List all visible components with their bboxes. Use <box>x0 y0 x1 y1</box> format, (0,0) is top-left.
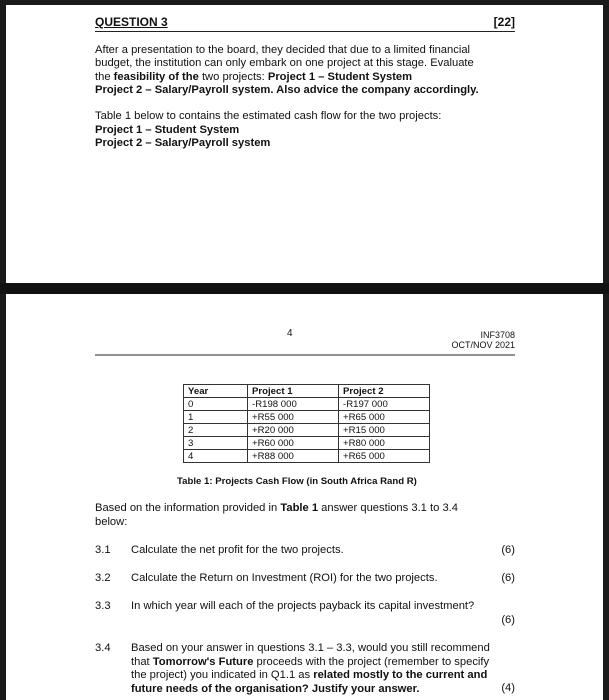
exam-page-4 <box>95 328 515 695</box>
page-number: 4 <box>287 328 293 339</box>
question-text: In which year will each of the projects payback its capital investment? <box>131 600 475 612</box>
exam-date: OCT/NOV 2021 <box>451 340 515 350</box>
page-header <box>95 328 515 354</box>
text-line: future needs of the organisation? Justify your answer. <box>131 682 420 695</box>
question-number: 3.3 <box>95 600 111 612</box>
course-info <box>451 330 515 350</box>
exam-page-question-3 <box>95 16 515 151</box>
table-row <box>184 450 430 463</box>
table-row <box>184 424 430 437</box>
table-cell: +R20 000 <box>248 424 339 437</box>
text-line: Based on your answer in questions 3.1 – 3.3, would you still recommend <box>131 642 490 654</box>
table-cell: -R197 000 <box>339 398 430 411</box>
question-marks: (6) <box>501 572 515 584</box>
table-row <box>184 398 430 411</box>
question-header <box>95 16 515 32</box>
question-number: 3.2 <box>95 572 111 584</box>
table-cell: 4 <box>184 450 248 463</box>
question-text: Calculate the Return on Investment (ROI) for the two projects. <box>131 572 438 584</box>
text-line: below: <box>95 515 128 528</box>
table-row <box>184 411 430 424</box>
text-line: Project 1 – Student System <box>95 123 240 136</box>
table-cell: +R60 000 <box>248 437 339 450</box>
course-code: INF3708 <box>480 330 515 340</box>
table-cell: +R55 000 <box>248 411 339 424</box>
question-text <box>131 642 515 696</box>
table-row <box>184 437 430 450</box>
text-line: Based on the information provided in Table 1 answer questions 3.1 to 3.4 <box>95 502 458 514</box>
sub-question-3-2 <box>95 572 515 586</box>
table-cell: 2 <box>184 424 248 437</box>
cash-flow-table <box>183 384 430 463</box>
question-marks: (6) <box>501 614 515 626</box>
table-cell: 0 <box>184 398 248 411</box>
table-cell: -R198 000 <box>248 398 339 411</box>
text-line: Table 1 below to contains the estimated cash flow for the two projects: <box>95 109 442 122</box>
question-number: 3.4 <box>95 642 111 654</box>
table-caption: Table 1: Projects Cash Flow (in South Africa Rand R) <box>177 476 417 487</box>
question-paragraph-2 <box>95 110 515 151</box>
text-line: the feasibility of the two projects: Project 1 – Student System <box>95 70 413 83</box>
column-header: Project 1 <box>248 385 339 398</box>
question-marks: [22] <box>493 15 515 29</box>
text-line: Project 2 – Salary/Payroll system. Also advice the company accordingly. <box>95 84 479 97</box>
table-cell: +R65 000 <box>339 450 430 463</box>
table-cell: +R88 000 <box>248 450 339 463</box>
text-line: After a presentation to the board, they decided that due to a limited financial <box>95 43 471 56</box>
top-edge <box>0 0 609 5</box>
page-divider-band <box>0 283 609 294</box>
question-title: QUESTION 3 <box>95 15 168 29</box>
column-header: Year <box>184 385 248 398</box>
column-header: Project 2 <box>339 385 430 398</box>
table-cell: 1 <box>184 411 248 424</box>
table-cell: +R65 000 <box>339 411 430 424</box>
question-text: Calculate the net profit for the two projects. <box>131 544 344 556</box>
table-cell: 3 <box>184 437 248 450</box>
text-line: the project) you indicated in Q1.1 as related mostly to the current and <box>131 669 488 682</box>
table-header-row <box>184 385 430 398</box>
sub-question-3-1 <box>95 544 515 558</box>
header-rule <box>95 354 515 356</box>
text-line: budget, the institution can only embark on one project at this stage. Evaluate <box>95 57 474 70</box>
table-cell: +R15 000 <box>339 424 430 437</box>
text-line: Project 2 – Salary/Payroll system <box>95 137 271 150</box>
question-number: 3.1 <box>95 544 111 556</box>
question-marks: (4) <box>501 682 515 694</box>
question-paragraph-1 <box>95 44 515 98</box>
question-marks: (6) <box>501 544 515 556</box>
instructions <box>95 502 515 529</box>
sub-question-3-3 <box>95 600 515 628</box>
sub-question-3-4 <box>95 642 515 698</box>
table-cell: +R80 000 <box>339 437 430 450</box>
text-line: that Tomorrow's Future proceeds with the project (remember to specify <box>131 655 490 668</box>
